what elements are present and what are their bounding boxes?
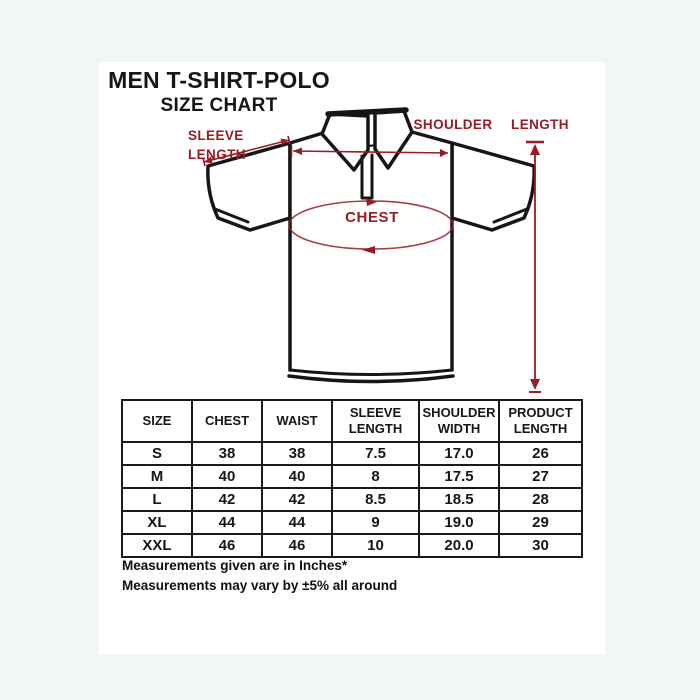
cell-size: XXL <box>122 534 192 557</box>
sleeve-length-label-line1: SLEEVE <box>188 128 244 143</box>
cell-chest: 40 <box>192 465 262 488</box>
size-table <box>121 399 583 558</box>
column-header-product-length: PRODUCT LENGTH <box>499 400 582 442</box>
cell-waist: 40 <box>262 465 332 488</box>
cell-sleeve-length: 7.5 <box>332 442 419 465</box>
polo-shirt-diagram <box>150 98 590 408</box>
cell-chest: 44 <box>192 511 262 534</box>
cell-sleeve-length: 10 <box>332 534 419 557</box>
right-shoulder-seam <box>412 132 452 143</box>
cell-size: XL <box>122 511 192 534</box>
cell-product-length: 30 <box>499 534 582 557</box>
cell-waist: 38 <box>262 442 332 465</box>
cell-shoulder-width: 20.0 <box>419 534 499 557</box>
cell-sleeve-length: 8 <box>332 465 419 488</box>
shoulder-label: SHOULDER <box>413 117 493 132</box>
size-table-header <box>122 400 582 442</box>
cell-sleeve-length: 9 <box>332 511 419 534</box>
note-units: Measurements given are in Inches* <box>122 558 348 573</box>
chest-label: CHEST <box>345 209 399 226</box>
left-shoulder-seam <box>290 133 323 143</box>
cell-shoulder-width: 18.5 <box>419 488 499 511</box>
page-subtitle: SIZE CHART <box>160 95 278 117</box>
cell-size: S <box>122 442 192 465</box>
column-header-chest: CHEST <box>192 400 262 442</box>
table-row-xxl <box>122 534 582 557</box>
measurement-notes <box>122 556 397 595</box>
cell-waist: 44 <box>262 511 332 534</box>
cell-shoulder-width: 17.0 <box>419 442 499 465</box>
cell-product-length: 27 <box>499 465 582 488</box>
note-tolerance: Measurements may vary by ±5% all around <box>122 577 398 593</box>
cell-shoulder-width: 17.5 <box>419 465 499 488</box>
length-label: LENGTH <box>511 117 569 132</box>
cell-shoulder-width: 19.0 <box>419 511 499 534</box>
length-arrow-head-up <box>530 144 540 155</box>
column-header-shoulder-width: SHOULDER WIDTH <box>419 400 499 442</box>
cell-waist: 42 <box>262 488 332 511</box>
table-row-l <box>122 488 582 511</box>
column-header-waist: WAIST <box>262 400 332 442</box>
cell-chest: 42 <box>192 488 262 511</box>
cell-product-length: 29 <box>499 511 582 534</box>
cell-size: M <box>122 465 192 488</box>
column-header-sleeve-length: SLEEVE LENGTH <box>332 400 419 442</box>
cell-waist: 46 <box>262 534 332 557</box>
table-row-xl <box>122 511 582 534</box>
column-header-size: SIZE <box>122 400 192 442</box>
cell-sleeve-length: 8.5 <box>332 488 419 511</box>
length-arrow-head-down <box>530 379 540 390</box>
cell-chest: 46 <box>192 534 262 557</box>
cell-size: L <box>122 488 192 511</box>
table-row-m <box>122 465 582 488</box>
page-title: MEN T-SHIRT-POLO <box>108 67 330 93</box>
sleeve-length-label-line2: LENGTH <box>188 147 246 162</box>
right-sleeve <box>452 143 534 230</box>
table-row-s <box>122 442 582 465</box>
cell-chest: 38 <box>192 442 262 465</box>
cell-product-length: 26 <box>499 442 582 465</box>
cell-product-length: 28 <box>499 488 582 511</box>
